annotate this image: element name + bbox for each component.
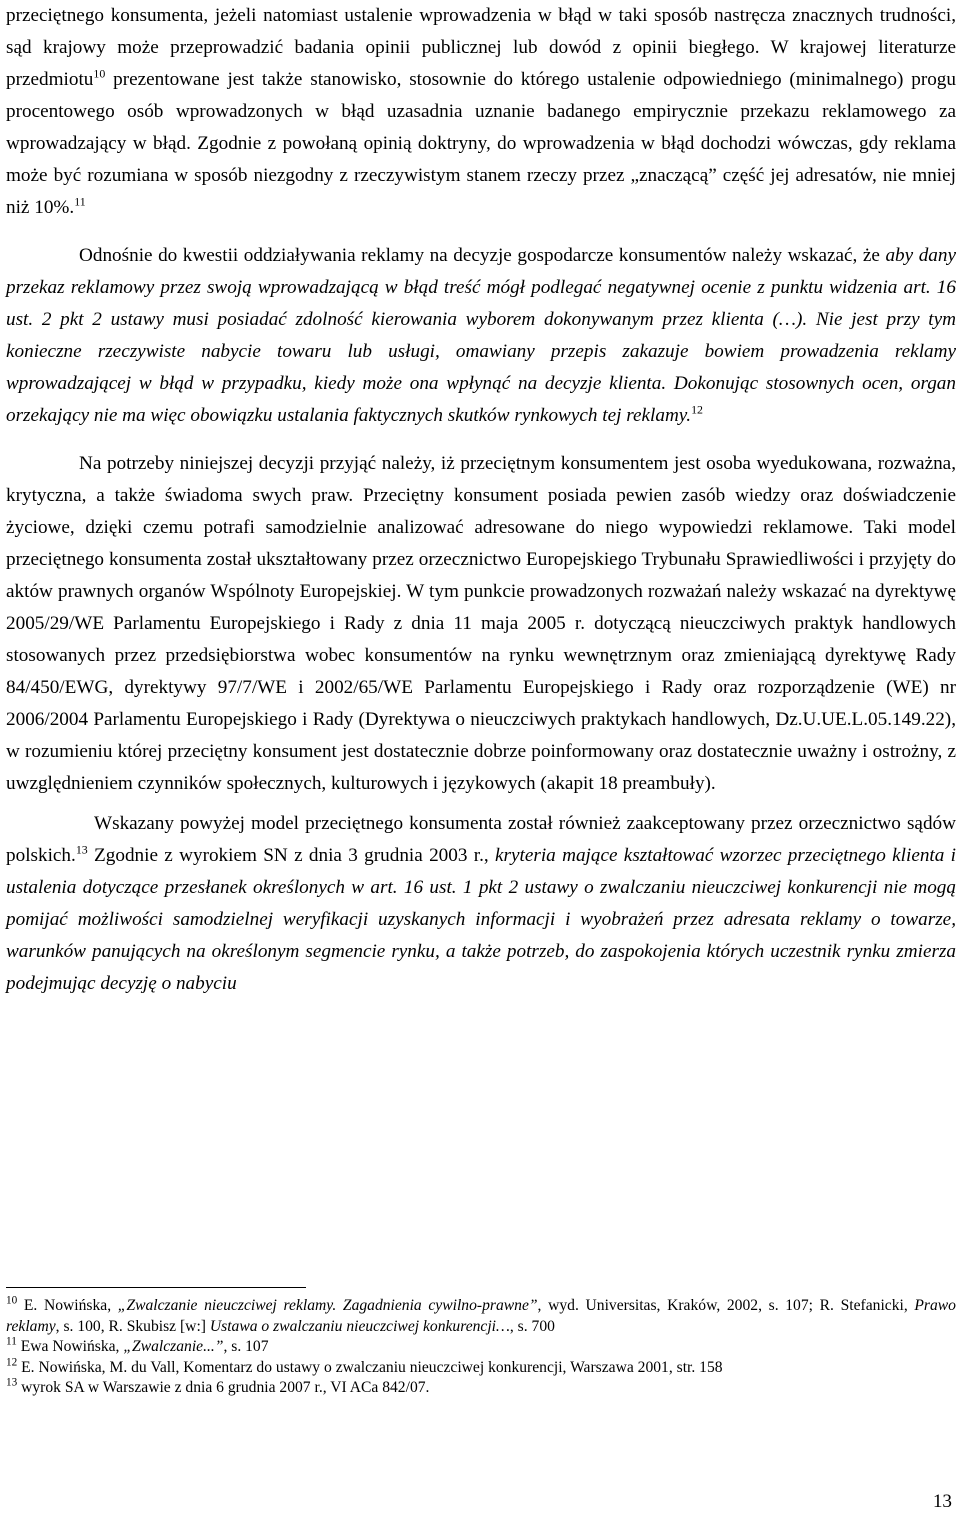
footnote-ref-13[interactable]: 13 xyxy=(75,842,88,857)
paragraph-2-text-a: Odnośnie do kwestii oddziaływania reklamy na decyzje gospodarcze konsumentów należy wskazać, że xyxy=(79,245,886,266)
footnote-text: , wyd. Universitas, Kraków, 2002, s. 107; R. Stefanicki, xyxy=(537,1297,915,1314)
paragraph-1-text-a: przeciętnego konsumenta, jeżeli natomiast ustalenie wprowadzenia w błąd w taki sposób nastręcza znacznych trudności, sąd krajowy może przeprowadzić badania opinii publicznej lub dowód z opinii biegłego. W krajowej literaturze przedmiotu xyxy=(6,5,956,90)
footnote-13 xyxy=(6,1378,956,1399)
footnote-11 xyxy=(6,1337,956,1358)
footnote-title: Ustawa o zwalczaniu nieuczciwej konkurencji… xyxy=(209,1317,510,1335)
footnote-ref-12[interactable]: 12 xyxy=(691,402,703,417)
main-text xyxy=(6,0,956,1000)
paragraph-4 xyxy=(6,808,956,1000)
footnote-12 xyxy=(6,1355,956,1379)
footnote-text: , s. 700 xyxy=(509,1317,555,1335)
footnote-text: , s. 100, R. Skubisz [w:] xyxy=(55,1317,210,1335)
footnote-separator xyxy=(6,1287,306,1288)
paragraph-2-quote: aby dany przekaz reklamowy przez swoją wprowadzającą w błąd treść mógł podlegać negatywnej ocenie z punktu widzenia art. 16 ust. 2 pkt 2 ustawy musi posiadać zdolność kierowania wyborem dokonywanym przez klienta (…). Nie jest przy tym konieczne rzeczywiste nabycie towaru lub usługi, omawiany przepis zakazuje bowiem prowadzenia reklamy wprowadzającej w błąd w przypadku, kiedy może ona wpłynąć na decyzje klienta. Dokonując stosownych ocen, organ orzekający nie ma więc obowiązku ustalania faktycznych skutków rynkowych tej reklamy. xyxy=(6,245,956,426)
footnote-text: E. Nowińska, xyxy=(17,1297,118,1314)
footnote-number: 10 xyxy=(6,1294,18,1307)
footnote-title: „Zwalczanie...” xyxy=(123,1338,224,1355)
footnote-text: , s. 107 xyxy=(223,1338,269,1355)
footnote-text: E. Nowińska, M. du Vall, Komentarz do ustawy o zwalczaniu nieuczciwej konkurencji, Warszawa 2001, str. 158 xyxy=(17,1358,723,1376)
paragraph-3 xyxy=(6,448,956,800)
paragraph-4-quote: kryteria mające kształtować wzorzec przeciętnego klienta i ustalenia dotyczące przesłanek określonych w art. 16 ust. 1 pkt 2 ustawy o zwalczaniu nieuczciwej konkurencji nie mogą pomijać możliwości samodzielnej weryfikacji uzyskanych informacji i wyobrażeń przez adresata reklamy o towarze, warunków panujących na określonym segmencie rynku, a także potrzeb, do zaspokojenia których uczestnik rynku zmierza podejmując decyzję o nabyciu xyxy=(6,845,957,994)
paragraph-3-text: Na potrzeby niniejszej decyzji przyjąć należy, iż przeciętnym konsumentem jest osoba wyedukowana, rozważna, krytyczna, a także świadoma swych praw. Przeciętny konsument posiada pewien zasób wiedzy oraz doświadczenie życiowe, dzięki czemu potrafi samodzielnie analizować adresowane do niego wypowiedzi reklamowe. Taki model przeciętnego konsumenta został ukształtowany przez orzecznictwo Europejskiego Trybunału Sprawiedliwości i przyjęty do aktów prawnych organów Wspólnoty Europejskiej. W tym punkcie prowadzonych rozważań należy wskazać na dyrektywę 2005/29/WE Parlamentu Europejskiego i Rady z dnia 11 maja 2005 r. dotyczącą nieuczciwych praktyk handlowych stosowanych przez przedsiębiorstwa wobec konsumentów na rynku wewnętrznym oraz zmieniającą dyrektywę Rady 84/450/EWG, dyrektywy 97/7/WE i 2002/65/WE Parlamentu Europejskiego i Rady oraz rozporządzenie (WE) nr 2006/2004 Parlamentu Europejskiego i Rady (Dyrektywa o nieuczciwych praktykach handlowych, Dz.U.UE.L.05.149.22), w rozumieniu której przeciętny konsument jest dostatecznie dobrze poinformowany oraz dostatecznie uważny i ostrożny, z uwzględnieniem czynników społecznych, kulturowych i językowych (akapit 18 preambuły). xyxy=(6,453,956,794)
paragraph-1 xyxy=(6,0,956,224)
paragraph-4-text-b: Zgodnie z wyrokiem SN z dnia 3 grudnia 2003 r., xyxy=(87,845,496,866)
footnote-text: wyrok SA w Warszawie z dnia 6 grudnia 2007 r., VI ACa 842/07. xyxy=(17,1379,430,1396)
footnote-title: „Zwalczanie nieuczciwej reklamy. Zagadnienia cywilno-prawne” xyxy=(117,1297,538,1314)
footnote-number: 13 xyxy=(6,1376,18,1389)
footnote-number: 12 xyxy=(6,1355,18,1368)
footnote-ref-11[interactable]: 11 xyxy=(74,194,86,209)
paragraph-4-text-a: Wskazany powyżej model przeciętnego konsumenta został również zaakceptowany przez orzecznictwo sądów polskich. xyxy=(6,813,956,866)
page-number: 13 xyxy=(932,1491,952,1512)
footnote-number: 11 xyxy=(6,1335,17,1348)
footnote-title: Prawo reklamy xyxy=(6,1297,956,1335)
paragraph-2 xyxy=(6,240,956,432)
footnote-10 xyxy=(6,1296,956,1337)
footnotes xyxy=(6,1296,956,1399)
footnote-text: Ewa Nowińska, xyxy=(16,1338,124,1355)
footnote-ref-10[interactable]: 10 xyxy=(93,66,106,81)
paragraph-1-text-b: prezentowane jest także stanowisko, stosownie do którego ustalenie odpowiedniego (minimalnego) progu procentowego osób wprowadzonych w błąd uzasadnia uznanie badanego empirycznie przekazu reklamowego za wprowadzający w błąd. Zgodnie z powołaną opinią doktryny, do wprowadzenia w błąd dochodzi wówczas, gdy reklama może być rozumiana w sposób niezgodny z rzeczywistym stanem rzeczy przez „znaczącą” część jej adresatów, nie mniej niż 10%. xyxy=(6,69,956,218)
